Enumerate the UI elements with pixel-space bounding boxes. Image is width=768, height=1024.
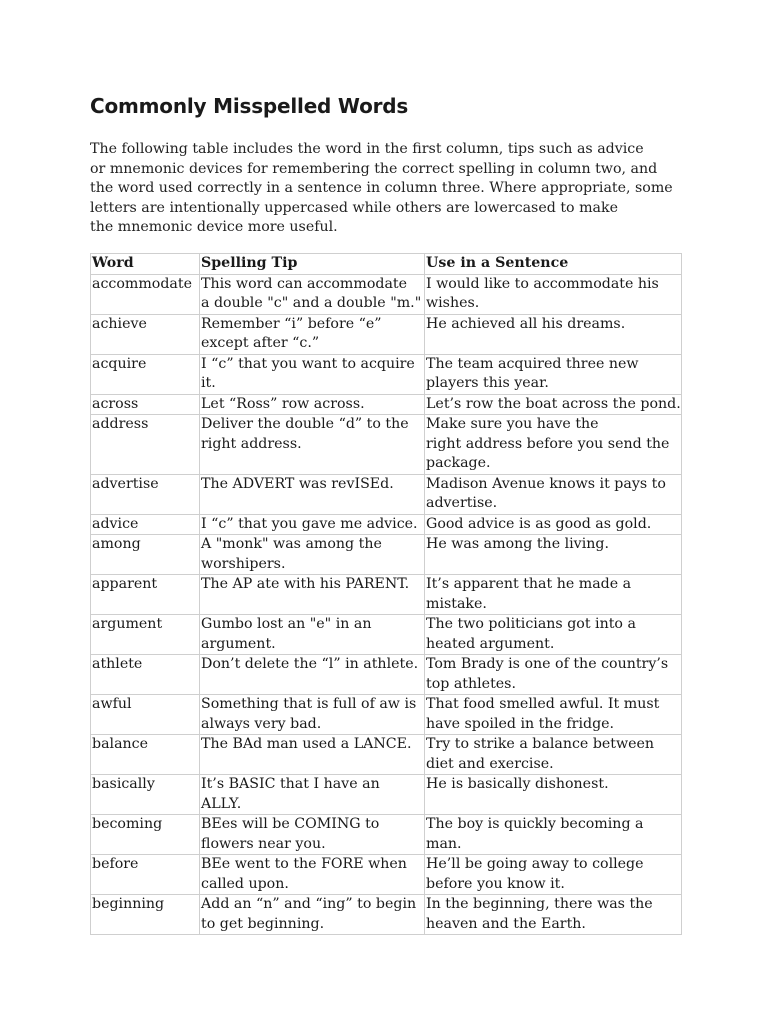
spelling-tip-line: Add an “n” and “ing” to begin: [201, 896, 417, 912]
table-row: [91, 735, 682, 775]
intro-paragraph: [90, 140, 680, 238]
spelling-tip-line: Gumbo lost an "e" in an: [201, 616, 372, 632]
sentence-cell: [425, 695, 682, 735]
sentence-line: In the beginning, there was the: [426, 896, 653, 912]
spelling-tip-line: always very bad.: [201, 715, 322, 732]
table-row: [91, 655, 682, 695]
word-cell: becoming: [91, 815, 200, 855]
spelling-tip-cell: [200, 274, 425, 314]
spelling-tip-cell: [200, 514, 425, 535]
spelling-tip-line: Deliver the double “d” to the: [201, 416, 409, 432]
column-header-spelling-tip: Spelling Tip: [200, 254, 425, 275]
sentence-line: Tom Brady is one of the country’s: [426, 656, 669, 672]
spelling-tip-cell: [200, 695, 425, 735]
sentence-line: That food smelled awful. It must: [426, 696, 660, 712]
word-cell: address: [91, 415, 200, 475]
spelling-tip-line: called upon.: [201, 875, 289, 892]
spelling-tip-cell: [200, 394, 425, 415]
sentence-cell: [425, 735, 682, 775]
word-cell: basically: [91, 775, 200, 815]
sentence-cell: [425, 394, 682, 415]
page-title: Commonly Misspelled Words: [90, 94, 409, 118]
word-cell: advice: [91, 514, 200, 535]
sentence-line: The team acquired three new: [426, 355, 639, 372]
word-cell: awful: [91, 695, 200, 735]
spelling-tip-line: The BAd man used a LANCE.: [201, 736, 412, 752]
sentence-cell: [425, 354, 682, 394]
sentence-cell: [425, 855, 682, 895]
sentence-line: players this year.: [426, 375, 549, 391]
spelling-tip-line: Remember “i” before “e”: [201, 315, 382, 332]
sentence-line: Madison Avenue knows it pays to: [426, 475, 666, 492]
sentence-cell: [425, 415, 682, 475]
sentence-line: package.: [426, 455, 491, 471]
intro-line: the mnemonic device more useful.: [90, 219, 338, 235]
word-cell: argument: [91, 615, 200, 655]
spelling-tip-cell: [200, 655, 425, 695]
word-cell: accommodate: [91, 274, 200, 314]
sentence-cell: [425, 535, 682, 575]
sentence-line: heaven and the Earth.: [426, 915, 586, 932]
table-row: [91, 615, 682, 655]
spelling-tip-line: This word can accommodate: [201, 275, 408, 292]
spelling-tip-cell: [200, 354, 425, 394]
spelling-tip-line: worshipers.: [201, 555, 286, 572]
intro-line: or mnemonic devices for remembering the correct spelling in column two, and: [90, 160, 658, 177]
spelling-tip-line: BEes will be COMING to: [201, 816, 380, 832]
spelling-tip-cell: [200, 855, 425, 895]
table-row: [91, 415, 682, 475]
sentence-line: right address before you send the: [426, 435, 670, 452]
spelling-tip-line: it.: [201, 375, 216, 391]
spelling-tip-cell: [200, 415, 425, 475]
sentence-line: The two politicians got into a: [426, 616, 636, 632]
sentence-line: before you know it.: [426, 875, 565, 892]
spelling-tip-line: I “c” that you gave me advice.: [201, 515, 418, 532]
sentence-line: heated argument.: [426, 635, 555, 652]
sentence-line: He achieved all his dreams.: [426, 315, 626, 332]
word-cell: apparent: [91, 575, 200, 615]
sentence-line: Try to strike a balance between: [426, 736, 655, 752]
sentence-line: Let’s row the boat across the pond.: [426, 395, 681, 412]
intro-line: The following table includes the word in the first column, tips such as advice: [90, 141, 644, 157]
word-cell: achieve: [91, 314, 200, 354]
table-row: [91, 314, 682, 354]
spelling-tip-cell: [200, 775, 425, 815]
sentence-line: man.: [426, 835, 462, 852]
table-row: [91, 695, 682, 735]
spelling-tip-line: The ADVERT was revISEd.: [201, 475, 394, 492]
spelling-tip-cell: [200, 735, 425, 775]
table-row: [91, 775, 682, 815]
spelling-tip-cell: [200, 474, 425, 514]
sentence-line: The boy is quickly becoming a: [426, 816, 644, 832]
word-cell: advertise: [91, 474, 200, 514]
spelling-tip-cell: [200, 314, 425, 354]
word-cell: balance: [91, 735, 200, 775]
table-row: [91, 895, 682, 935]
sentence-line: Make sure you have the: [426, 416, 599, 432]
table-row: [91, 575, 682, 615]
spelling-tip-line: Let “Ross” row across.: [201, 395, 365, 412]
sentence-line: wishes.: [426, 295, 480, 311]
sentence-line: Good advice is as good as gold.: [426, 515, 652, 532]
word-cell: beginning: [91, 895, 200, 935]
spelling-tip-line: except after “c.”: [201, 335, 320, 351]
spelling-tip-line: I “c” that you want to acquire: [201, 355, 415, 372]
sentence-cell: [425, 474, 682, 514]
spelling-tip-line: BEe went to the FORE when: [201, 856, 407, 872]
sentence-line: He’ll be going away to college: [426, 856, 644, 872]
table-row: [91, 855, 682, 895]
intro-line: letters are intentionally uppercased while others are lowercased to make: [90, 199, 618, 216]
sentence-line: top athletes.: [426, 675, 516, 692]
spelling-tip-line: The AP ate with his PARENT.: [201, 576, 410, 592]
spelling-tip-line: Don’t delete the “l” in athlete.: [201, 656, 419, 672]
sentence-cell: [425, 575, 682, 615]
spelling-tip-line: It’s BASIC that I have an: [201, 776, 380, 792]
sentence-line: I would like to accommodate his: [426, 275, 659, 292]
sentence-line: advertise.: [426, 495, 498, 511]
sentence-cell: [425, 314, 682, 354]
table-row: [91, 514, 682, 535]
sentence-cell: [425, 615, 682, 655]
table-row: [91, 274, 682, 314]
spelling-tip-cell: [200, 535, 425, 575]
table-row: [91, 815, 682, 855]
word-cell: before: [91, 855, 200, 895]
spelling-tip-line: A "monk" was among the: [201, 536, 382, 552]
spelling-tip-cell: [200, 815, 425, 855]
table-row: [91, 394, 682, 415]
spelling-tip-line: a double "c" and a double "m.": [201, 295, 422, 311]
spelling-tip-cell: [200, 895, 425, 935]
sentence-line: diet and exercise.: [426, 755, 554, 772]
sentence-line: It’s apparent that he made a: [426, 576, 632, 592]
table-row: [91, 535, 682, 575]
sentence-cell: [425, 274, 682, 314]
sentence-line: mistake.: [426, 595, 487, 612]
sentence-line: have spoiled in the fridge.: [426, 715, 615, 732]
sentence-cell: [425, 775, 682, 815]
column-header-word: Word: [91, 254, 200, 275]
word-cell: across: [91, 394, 200, 415]
table-header-row: [91, 254, 682, 275]
sentence-line: He was among the living.: [426, 536, 609, 552]
spelling-tip-line: to get beginning.: [201, 915, 325, 932]
spelling-tip-line: argument.: [201, 635, 276, 652]
column-header-use-in-sentence: Use in a Sentence: [425, 254, 682, 275]
spelling-tip-line: Something that is full of aw is: [201, 696, 417, 712]
spelling-tip-cell: [200, 575, 425, 615]
table-row: [91, 474, 682, 514]
sentence-line: He is basically dishonest.: [426, 776, 609, 792]
sentence-cell: [425, 815, 682, 855]
spelling-tip-line: right address.: [201, 435, 302, 452]
sentence-cell: [425, 655, 682, 695]
table-row: [91, 354, 682, 394]
sentence-cell: [425, 895, 682, 935]
sentence-cell: [425, 514, 682, 535]
word-cell: acquire: [91, 354, 200, 394]
word-cell: athlete: [91, 655, 200, 695]
word-cell: among: [91, 535, 200, 575]
spelling-tip-cell: [200, 615, 425, 655]
spelling-tip-line: flowers near you.: [201, 835, 326, 852]
document-body: [90, 92, 681, 932]
intro-line: the word used correctly in a sentence in column three. Where appropriate, some: [90, 180, 673, 196]
misspelled-words-table: [90, 253, 682, 935]
spelling-tip-line: ALLY.: [201, 795, 242, 812]
